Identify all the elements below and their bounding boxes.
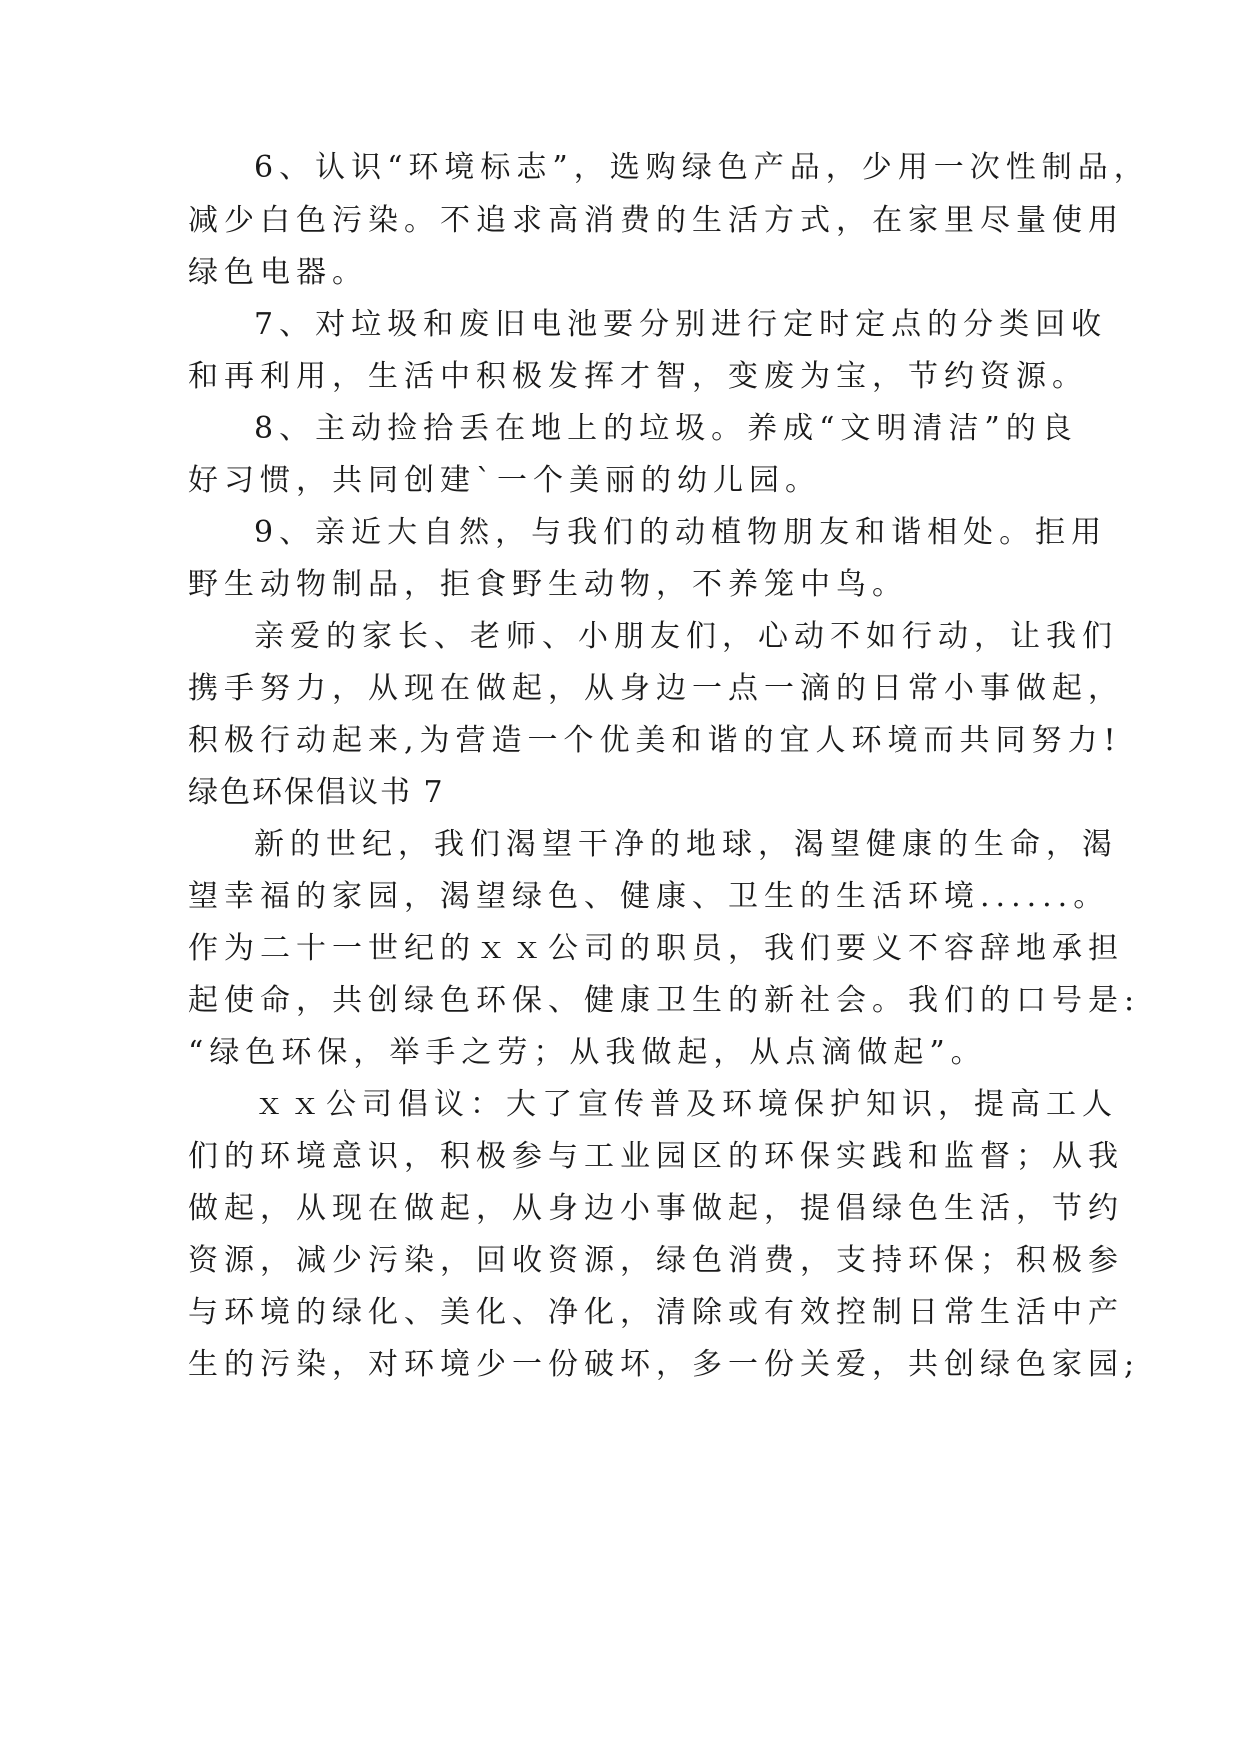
text-line: 生的污染，对环境少一份破坏，多一份关爱，共创绿色家园; — [188, 1347, 1141, 1382]
text-line: 新的世纪，我们渴望干净的地球，渴望健康的生命，渴 — [254, 827, 1118, 862]
text-line: 携手努力，从现在做起，从身边一点一滴的日常小事做起， — [188, 671, 1124, 706]
text-line: 望幸福的家园，渴望绿色、健康、卫生的生活环境......。 — [188, 879, 1110, 914]
text-line: 起使命，共创绿色环保、健康卫生的新社会。我们的口号是: — [188, 983, 1141, 1018]
text-line: 做起，从现在做起，从身边小事做起，提倡绿色生活，节约 — [188, 1191, 1124, 1226]
text-line: 减少白色污染。不追求高消费的生活方式，在家里尽量使用 — [188, 203, 1124, 238]
text-line: 与环境的绿化、美化、净化，清除或有效控制日常生活中产 — [188, 1295, 1124, 1330]
text-line: 野生动物制品，拒食野生动物，不养笼中鸟。 — [188, 567, 908, 602]
text-line: 好习惯，共同创建`一个美丽的幼儿园。 — [188, 463, 821, 498]
text-line: 和再利用，生活中积极发挥才智，变废为宝，节约资源。 — [188, 359, 1088, 394]
text-line: 积极行动起来,为营造一个优美和谐的宜人环境而共同努力! — [188, 723, 1122, 758]
text-line: 资源，减少污染，回收资源，绿色消费，支持环保；积极参 — [188, 1243, 1124, 1278]
text-line: “绿色环保，举手之劳；从我做起，从点滴做起”。 — [188, 1035, 987, 1070]
section-title: 绿色环保倡议书 7 — [188, 775, 445, 810]
text-line: 8、主动捡拾丢在地上的垃圾。养成“文明清洁”的良 — [254, 411, 1078, 446]
text-line: 们的环境意识，积极参与工业园区的环保实践和监督；从我 — [188, 1139, 1124, 1174]
text-line: 绿色电器。 — [188, 255, 368, 290]
text-line: 9、亲近大自然，与我们的动植物朋友和谐相处。拒用 — [254, 515, 1108, 550]
text-line: 亲爱的家长、老师、小朋友们，心动不如行动，让我们 — [254, 619, 1118, 654]
text-line: 6、认识“环境标志”，选购绿色产品，少用一次性制品， — [254, 150, 1150, 185]
text-line: 作为二十一世纪的ｘｘ公司的职员，我们要义不容辞地承担 — [188, 931, 1124, 966]
text-line: 7、对垃圾和废旧电池要分别进行定时定点的分类回收 — [254, 307, 1108, 342]
text-line: ｘｘ公司倡议：大了宣传普及环境保护知识，提高工人 — [254, 1087, 1118, 1122]
